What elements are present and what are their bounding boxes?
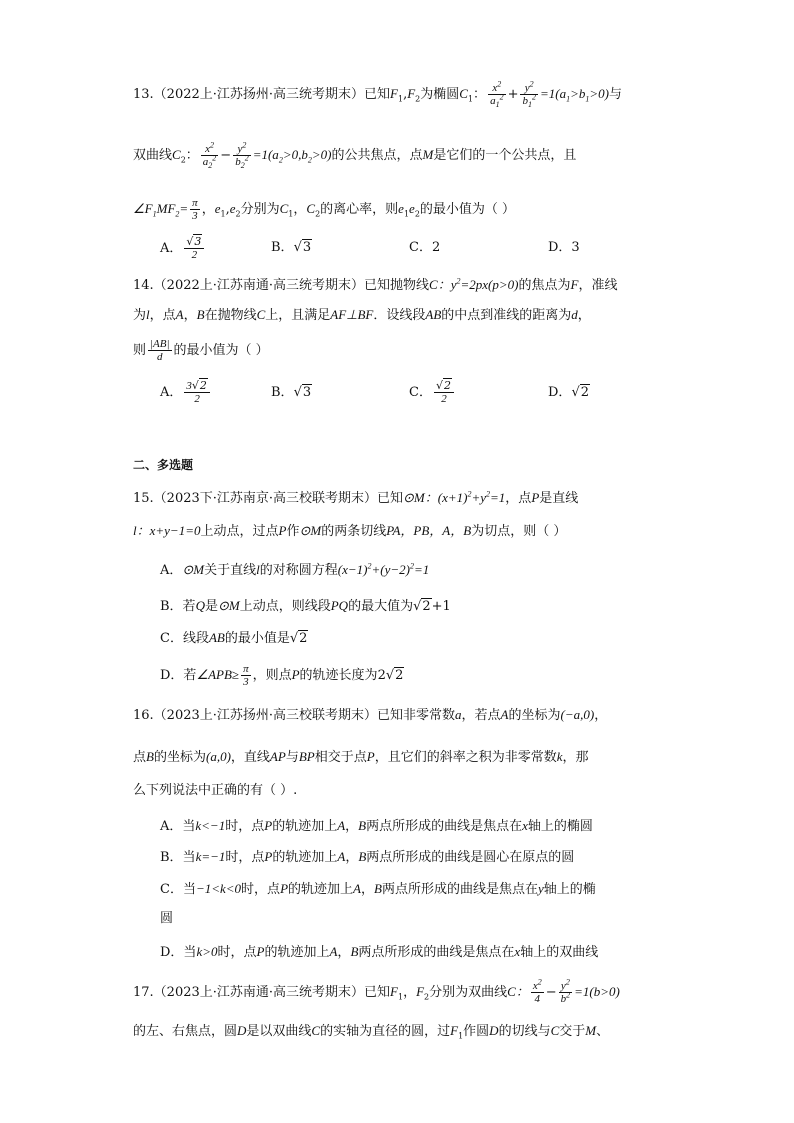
q13-option-d[interactable]: D．3 bbox=[548, 240, 580, 255]
q15-option-d[interactable]: D．若∠APB≥ $\frac{\pi}{3}$ ，则点P的轨迹长度为2√2 bbox=[160, 663, 404, 688]
q16-line1: 16.（2023上·江苏扬州·高三校联考期末）已知非零常数a，若点A的坐标为(−a,0)， bbox=[133, 707, 608, 723]
q16-option-d[interactable]: D．当k>0时，点P的轨迹加上A，B两点所形成的曲线是焦点在x轴上的双曲线 bbox=[160, 944, 599, 960]
q13-line2: 双曲线$C_2$： $\frac{x^2}{a_2^2}$ − $\frac{y^2}{b_2^2}$ $=1(a_2>0,b_2>0)$的公共焦点，点M是它们的一个公共点，且 bbox=[133, 140, 577, 171]
q13-line1: 13.（2022上·江苏扬州·高三统考期末）已知$F_1,F_2$为椭圆$C_1$： $\frac{x^2}{a_1^2}$ + $\frac{y^2}{b_1^2}$ $=1(a_1>b_1>0)$与 bbox=[133, 79, 622, 110]
q15-line2: l：x+y−1=0上动点，过点P作⊙M的两条切线PA，PB，A，B为切点，则（ ） bbox=[133, 523, 567, 539]
q15-option-a[interactable]: A．⊙M关于直线l的对称圆方程$(x-1)^2+(y-2)^2=1$ bbox=[160, 561, 430, 578]
q14-option-b[interactable]: B．√3 bbox=[271, 385, 312, 400]
q15-option-c[interactable]: C．线段AB的最小值是√2 bbox=[160, 630, 308, 646]
q17-line1: 17.（2023上·江苏南通·高三统考期末）已知$F_1$，$F_2$分别为双曲线C： $\frac{x^2}{4}$ − $\frac{y^2}{b^2}$ =1(b>0) bbox=[133, 977, 620, 1005]
q16-option-c[interactable]: C．当−1<k<0时，点P的轨迹加上A，B两点所形成的曲线是焦点在y轴上的椭 bbox=[160, 881, 596, 897]
q14-option-c[interactable]: C． $\frac{√2}{2}$ bbox=[409, 380, 456, 405]
q13-option-b[interactable]: B．√3 bbox=[271, 240, 312, 255]
q16-option-b[interactable]: B．当k=−1时，点P的轨迹加上A，B两点所形成的曲线是圆心在原点的圆 bbox=[160, 849, 575, 865]
ellipse-frac-y: $\frac{y^2}{b_1^2}$ bbox=[522, 79, 536, 110]
q15-option-b[interactable]: B．若Q是⊙M上动点，则线段PQ的最大值为√2+1 bbox=[160, 598, 451, 614]
ellipse-frac-x: $\frac{x^2}{a_1^2}$ bbox=[490, 79, 504, 110]
q14-line3: 则 $\frac{|AB|}{d}$ 的最小值为（ ） bbox=[133, 338, 269, 363]
q16-option-a[interactable]: A．当k<−1时，点P的轨迹加上A，B两点所形成的曲线是焦点在x轴上的椭圆 bbox=[160, 818, 593, 834]
q13-line3: $\angle F_1MF_2=$ $\frac{\pi}{3}$ ，$e_1,e_2$分别为$C_1$，$C_2$的离心率，则$e_1e_2$的最小值为（ ） bbox=[133, 197, 516, 222]
q16-option-c-wrap: 圆 bbox=[160, 911, 174, 926]
q13-option-a[interactable]: A． $\frac{√3}{2}$ bbox=[160, 236, 206, 261]
q16-line3: 么下列说法中正确的有（ ）. bbox=[133, 783, 298, 798]
q14-option-a[interactable]: A． $\frac{3√2}{2}$ bbox=[160, 380, 212, 405]
q16-line2: 点B的坐标为(a,0)，直线AP与BP相交于点P，且它们的斜率之积为非零常数k，那 bbox=[133, 749, 589, 765]
q14-option-d[interactable]: D．√2 bbox=[548, 385, 590, 400]
section-title: 二、多选题 bbox=[133, 458, 194, 472]
q17-line2: 的左、右焦点，圆D是以双曲线C的实轴为直径的圆，过$F_1$作圆D的切线与C交于M、 bbox=[133, 1023, 610, 1041]
q13-option-c[interactable]: C．2 bbox=[409, 240, 441, 255]
q14-line1: 14.（2022上·江苏南通·高三统考期末）已知抛物线C：$y^2=2px(p>0)$的焦点为F，准线 bbox=[133, 276, 618, 293]
q15-line1: 15.（2023下·江苏南京·高三校联考期末）已知⊙M：$(x+1)^2+y^2=1$，点P是直线 bbox=[133, 489, 579, 506]
q14-line2: 为l，点A，B在抛物线C上，且满足AF⊥BF．设线段AB的中点到准线的距离为d， bbox=[133, 307, 591, 323]
